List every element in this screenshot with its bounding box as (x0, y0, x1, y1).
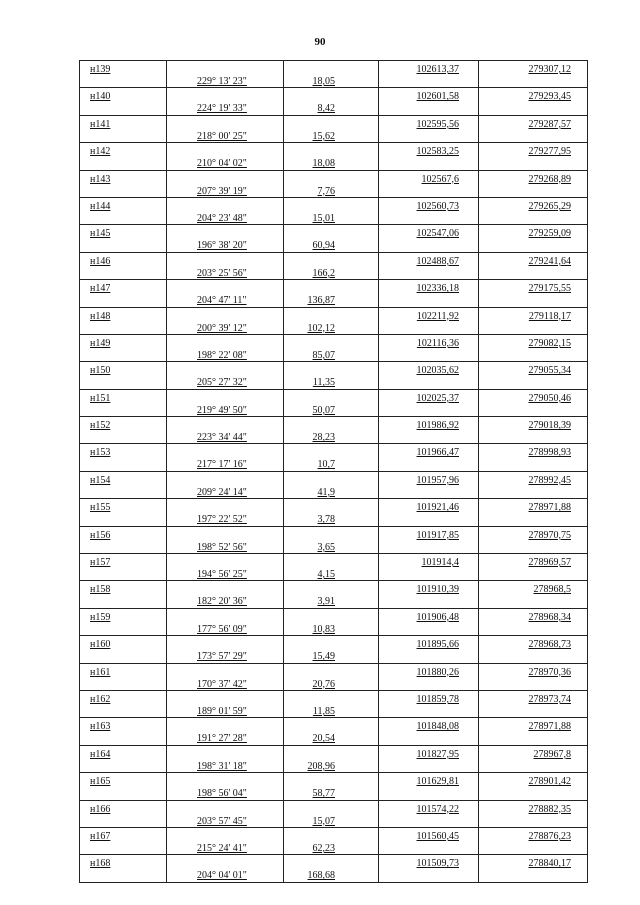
coordinate-y: 279287,57 (528, 118, 571, 130)
side-length: 3,91 (317, 596, 335, 608)
side-length: 85,07 (312, 349, 335, 361)
point-number: н159 (90, 611, 111, 623)
column-divider (478, 773, 479, 799)
side-length: 18,08 (312, 158, 335, 170)
coordinates-table (79, 60, 588, 883)
coordinate-x: 101560,45 (416, 830, 459, 842)
point-number: н152 (90, 420, 111, 432)
column-divider (378, 253, 379, 279)
coordinate-x: 102595,56 (416, 118, 459, 130)
column-divider (378, 335, 379, 361)
coordinate-y: 278882,35 (528, 803, 571, 815)
column-divider (378, 417, 379, 443)
column-divider (378, 718, 379, 744)
column-divider (378, 581, 379, 607)
coordinate-x: 101957,96 (416, 474, 459, 486)
column-divider (378, 308, 379, 334)
coordinate-x: 102583,25 (416, 146, 459, 158)
column-divider (166, 308, 167, 334)
side-length: 10,83 (312, 623, 335, 635)
direction-angle: 210° 04' 02" (197, 158, 247, 170)
coordinate-x: 101966,47 (416, 447, 459, 459)
side-length: 3,65 (317, 541, 335, 553)
point-number: н156 (90, 529, 111, 541)
column-divider (478, 609, 479, 635)
column-divider (378, 773, 379, 799)
coordinate-y: 278970,36 (528, 666, 571, 678)
coordinate-y: 279055,34 (528, 365, 571, 377)
coordinate-x: 101848,08 (416, 721, 459, 733)
point-number: н167 (90, 830, 111, 842)
column-divider (378, 280, 379, 306)
side-length: 15,49 (312, 651, 335, 663)
table-row (80, 527, 587, 554)
coordinate-x: 102560,73 (416, 200, 459, 212)
coordinate-x: 102025,37 (416, 392, 459, 404)
direction-angle: 197° 22' 52" (197, 514, 247, 526)
point-number: н155 (90, 502, 111, 514)
table-row (80, 390, 587, 417)
coordinate-y: 279307,12 (528, 64, 571, 75)
coordinate-y: 278840,17 (528, 858, 571, 870)
coordinate-x: 101629,81 (416, 776, 459, 788)
column-divider (478, 444, 479, 470)
column-divider (378, 225, 379, 251)
point-number: н158 (90, 584, 111, 596)
direction-angle: 209° 24' 14" (197, 486, 247, 498)
point-number: н141 (90, 118, 111, 130)
column-divider (478, 253, 479, 279)
table-row (80, 609, 587, 636)
side-length: 15,01 (312, 212, 335, 224)
direction-angle: 173° 57' 29" (197, 651, 247, 663)
column-divider (166, 664, 167, 690)
direction-angle: 198° 56' 04" (197, 788, 247, 800)
column-divider (378, 664, 379, 690)
table-row (80, 280, 587, 307)
column-divider (378, 171, 379, 197)
column-divider (166, 499, 167, 525)
direction-angle: 204° 04' 01" (197, 870, 247, 882)
column-divider (478, 308, 479, 334)
column-divider (478, 417, 479, 443)
column-divider (166, 390, 167, 416)
point-number: н149 (90, 337, 111, 349)
column-divider (166, 362, 167, 388)
coordinate-y: 278992,45 (528, 474, 571, 486)
table-row (80, 472, 587, 499)
coordinate-y: 279259,09 (528, 228, 571, 240)
column-divider (478, 527, 479, 553)
column-divider (166, 828, 167, 854)
table-row (80, 116, 587, 143)
column-divider (378, 801, 379, 827)
point-number: н146 (90, 255, 111, 267)
coordinate-x: 102613,37 (416, 64, 459, 75)
table-row (80, 225, 587, 252)
side-length: 3,78 (317, 514, 335, 526)
coordinate-x: 101910,39 (416, 584, 459, 596)
column-divider (478, 280, 479, 306)
column-divider (166, 225, 167, 251)
coordinate-x: 102035,62 (416, 365, 459, 377)
column-divider (478, 664, 479, 690)
coordinate-y: 279241,64 (528, 255, 571, 267)
column-divider (166, 609, 167, 635)
side-length: 60,94 (312, 240, 335, 252)
coordinate-y: 278969,57 (528, 557, 571, 569)
coordinate-x: 101906,48 (416, 611, 459, 623)
direction-angle: 204° 47' 11" (197, 295, 247, 307)
column-divider (166, 143, 167, 169)
direction-angle: 200° 39' 12" (197, 322, 247, 334)
column-divider (166, 718, 167, 744)
column-divider (378, 198, 379, 224)
table-row (80, 773, 587, 800)
column-divider (478, 828, 479, 854)
column-divider (378, 444, 379, 470)
table-row (80, 664, 587, 691)
side-length: 168,68 (307, 870, 335, 882)
table-row (80, 335, 587, 362)
column-divider (478, 718, 479, 744)
table-row (80, 581, 587, 608)
table-row (80, 691, 587, 718)
point-number: н139 (90, 64, 111, 75)
coordinate-x: 102567,6 (421, 173, 459, 185)
column-divider (166, 581, 167, 607)
side-length: 136,87 (307, 295, 335, 307)
table-row (80, 554, 587, 581)
point-number: н143 (90, 173, 111, 185)
table-row (80, 308, 587, 335)
coordinate-x: 102601,58 (416, 91, 459, 103)
column-divider (378, 828, 379, 854)
side-length: 8,42 (317, 103, 335, 115)
column-divider (478, 472, 479, 498)
coordinate-y: 279050,46 (528, 392, 571, 404)
point-number: н140 (90, 91, 111, 103)
side-length: 11,85 (312, 705, 335, 717)
column-divider (166, 280, 167, 306)
coordinate-y: 279118,17 (528, 310, 571, 322)
column-divider (478, 198, 479, 224)
side-length: 41,9 (317, 486, 335, 498)
table-row (80, 362, 587, 389)
coordinate-x: 102547,06 (416, 228, 459, 240)
table-row (80, 801, 587, 828)
direction-angle: 203° 57' 45" (197, 815, 247, 827)
column-divider (166, 746, 167, 772)
coordinate-y: 278876,23 (528, 830, 571, 842)
side-length: 7,76 (317, 185, 335, 197)
column-divider (166, 527, 167, 553)
table-row (80, 198, 587, 225)
point-number: н164 (90, 748, 111, 760)
column-divider (478, 499, 479, 525)
side-length: 4,15 (317, 569, 335, 581)
side-length: 20,54 (312, 733, 335, 745)
direction-angle: 182° 20' 36" (197, 596, 247, 608)
direction-angle: 204° 23' 48" (197, 212, 247, 224)
side-length: 18,05 (312, 76, 335, 87)
coordinate-y: 278968,34 (528, 611, 571, 623)
column-divider (166, 198, 167, 224)
column-divider (378, 143, 379, 169)
column-divider (378, 116, 379, 142)
column-divider (478, 855, 479, 881)
column-divider (166, 636, 167, 662)
direction-angle: 194° 56' 25" (197, 569, 247, 581)
column-divider (378, 499, 379, 525)
table-row (80, 636, 587, 663)
point-number: н147 (90, 283, 111, 295)
column-divider (378, 636, 379, 662)
column-divider (166, 855, 167, 881)
column-divider (478, 116, 479, 142)
point-number: н161 (90, 666, 111, 678)
table-row (80, 143, 587, 170)
point-number: н166 (90, 803, 111, 815)
point-number: н148 (90, 310, 111, 322)
side-length: 166,2 (312, 267, 335, 279)
direction-angle: 223° 34' 44" (197, 432, 247, 444)
direction-angle: 198° 22' 08" (197, 349, 247, 361)
direction-angle: 215° 24' 41" (197, 842, 247, 854)
coordinate-y: 279277,95 (528, 146, 571, 158)
column-divider (166, 171, 167, 197)
coordinate-y: 278968,73 (528, 639, 571, 651)
side-length: 50,07 (312, 404, 335, 416)
point-number: н162 (90, 693, 111, 705)
coordinate-x: 101895,66 (416, 639, 459, 651)
column-divider (478, 143, 479, 169)
column-divider (378, 390, 379, 416)
side-length: 11,35 (312, 377, 335, 389)
side-length: 62,23 (312, 842, 335, 854)
coordinate-y: 278971,88 (528, 721, 571, 733)
column-divider (378, 88, 379, 114)
column-divider (166, 61, 167, 87)
column-divider (378, 472, 379, 498)
point-number: н163 (90, 721, 111, 733)
table-row (80, 499, 587, 526)
column-divider (378, 362, 379, 388)
coordinate-y: 279018,39 (528, 420, 571, 432)
table-row (80, 444, 587, 471)
column-divider (166, 253, 167, 279)
page-number: 90 (314, 36, 326, 48)
column-divider (378, 746, 379, 772)
coordinate-y: 278971,88 (528, 502, 571, 514)
coordinate-x: 101880,26 (416, 666, 459, 678)
direction-angle: 218° 00' 25" (197, 130, 247, 142)
column-divider (478, 88, 479, 114)
table-row (80, 855, 587, 882)
coordinate-x: 101986,92 (416, 420, 459, 432)
column-divider (478, 746, 479, 772)
column-divider (166, 417, 167, 443)
direction-angle: 198° 52' 56" (197, 541, 247, 553)
column-divider (166, 691, 167, 717)
side-length: 20,76 (312, 678, 335, 690)
coordinate-x: 101917,85 (416, 529, 459, 541)
coordinate-y: 278970,75 (528, 529, 571, 541)
table-row (80, 746, 587, 773)
point-number: н157 (90, 557, 111, 569)
table-row (80, 718, 587, 745)
column-divider (166, 88, 167, 114)
coordinate-x: 101574,22 (416, 803, 459, 815)
point-number: н150 (90, 365, 111, 377)
direction-angle: 198° 31' 18" (197, 760, 247, 772)
side-length: 10,7 (317, 459, 335, 471)
point-number: н168 (90, 858, 111, 870)
coordinate-y: 278968,5 (533, 584, 571, 596)
direction-angle: 205° 27' 32" (197, 377, 247, 389)
column-divider (378, 691, 379, 717)
column-divider (166, 335, 167, 361)
column-divider (166, 472, 167, 498)
column-divider (478, 691, 479, 717)
direction-angle: 189° 01' 59" (197, 705, 247, 717)
coordinate-y: 279265,29 (528, 200, 571, 212)
coordinate-y: 279175,55 (528, 283, 571, 295)
column-divider (378, 61, 379, 87)
table-row (80, 417, 587, 444)
point-number: н145 (90, 228, 111, 240)
side-length: 28,23 (312, 432, 335, 444)
direction-angle: 224° 19' 33" (197, 103, 247, 115)
direction-angle: 177° 56' 09" (197, 623, 247, 635)
column-divider (478, 581, 479, 607)
coordinate-x: 102488,67 (416, 255, 459, 267)
column-divider (166, 773, 167, 799)
table-row (80, 61, 587, 88)
side-length: 58,77 (312, 788, 335, 800)
column-divider (478, 390, 479, 416)
column-divider (478, 362, 479, 388)
column-divider (166, 801, 167, 827)
coordinate-y: 278901,42 (528, 776, 571, 788)
column-divider (378, 609, 379, 635)
coordinate-y: 279268,89 (528, 173, 571, 185)
coordinate-x: 102211,92 (416, 310, 459, 322)
coordinate-x: 101509,73 (416, 858, 459, 870)
direction-angle: 203° 25' 56" (197, 267, 247, 279)
table-row (80, 253, 587, 280)
side-length: 15,62 (312, 130, 335, 142)
coordinate-y: 278967,8 (533, 748, 571, 760)
column-divider (166, 116, 167, 142)
direction-angle: 191° 27' 28" (197, 733, 247, 745)
column-divider (378, 527, 379, 553)
column-divider (478, 225, 479, 251)
side-length: 102,12 (307, 322, 335, 334)
direction-angle: 219° 49' 50" (197, 404, 247, 416)
column-divider (478, 636, 479, 662)
point-number: н153 (90, 447, 111, 459)
point-number: н144 (90, 200, 111, 212)
point-number: н154 (90, 474, 111, 486)
column-divider (478, 61, 479, 87)
side-length: 208,96 (307, 760, 335, 772)
coordinate-y: 278998,93 (528, 447, 571, 459)
coordinate-y: 279293,45 (528, 91, 571, 103)
column-divider (378, 855, 379, 881)
coordinate-x: 101921,46 (416, 502, 459, 514)
column-divider (478, 171, 479, 197)
direction-angle: 170° 37' 42" (197, 678, 247, 690)
table-row (80, 171, 587, 198)
coordinate-y: 278973,74 (528, 693, 571, 705)
column-divider (478, 554, 479, 580)
coordinate-x: 101859,78 (416, 693, 459, 705)
column-divider (378, 554, 379, 580)
column-divider (166, 444, 167, 470)
column-divider (478, 335, 479, 361)
coordinate-x: 102116,36 (416, 337, 459, 349)
coordinate-x: 101914,4 (421, 557, 459, 569)
table-row (80, 88, 587, 115)
column-divider (166, 554, 167, 580)
side-length: 15,07 (312, 815, 335, 827)
point-number: н151 (90, 392, 111, 404)
point-number: н165 (90, 776, 111, 788)
coordinate-y: 279082,15 (528, 337, 571, 349)
point-number: н142 (90, 146, 111, 158)
direction-angle: 217° 17' 16" (197, 459, 247, 471)
column-divider (478, 801, 479, 827)
direction-angle: 229° 13' 23" (197, 76, 247, 87)
coordinate-x: 102336,18 (416, 283, 459, 295)
direction-angle: 196° 38' 20" (197, 240, 247, 252)
table-row (80, 828, 587, 855)
coordinate-x: 101827,95 (416, 748, 459, 760)
point-number: н160 (90, 639, 111, 651)
direction-angle: 207° 39' 19" (197, 185, 247, 197)
